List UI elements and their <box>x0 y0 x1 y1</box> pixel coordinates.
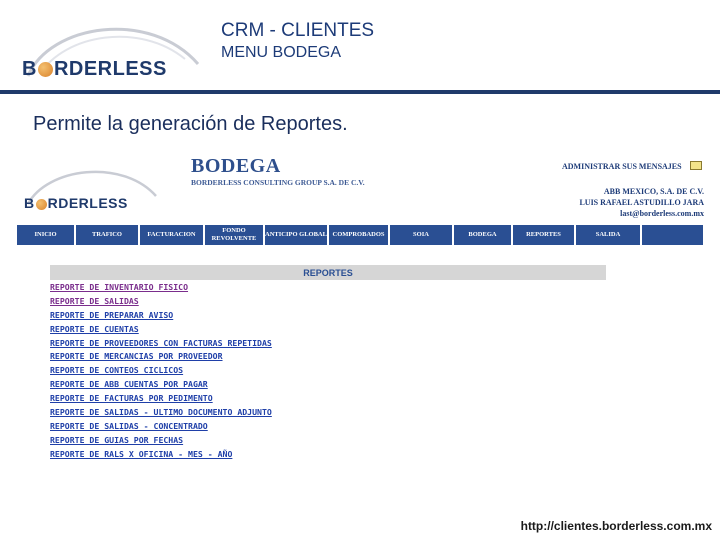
nav-item-facturacion[interactable]: FACTURACION <box>140 225 205 245</box>
nav-item-blank <box>642 225 703 245</box>
report-link-cuentas[interactable]: REPORTE DE CUENTAS <box>50 323 139 334</box>
user-company: ABB MEXICO, S.A. DE C.V. <box>603 187 704 196</box>
report-link-abb-cuentas-por-pagar[interactable]: REPORTE DE ABB CUENTAS POR PAGAR <box>50 379 208 390</box>
app-logo: B RDERLESS <box>24 195 128 211</box>
header-divider <box>0 90 720 94</box>
nav-item-comprobados[interactable]: COMPROBADOS <box>329 225 390 245</box>
logo: B RDERLESS <box>22 58 167 80</box>
nav-item-anticipo-global[interactable]: ANTICIPO GLOBAL <box>265 225 329 245</box>
nav-item-reportes[interactable]: REPORTES <box>513 225 576 245</box>
report-link-mercancias-por-proveedor[interactable]: REPORTE DE MERCANCIAS POR PROVEEDOR <box>50 351 223 362</box>
report-link-inventario-fisico[interactable]: REPORTE DE INVENTARIO FISICO <box>50 282 189 292</box>
report-link-preparar-aviso[interactable]: REPORTE DE PREPARAR AVISO <box>50 309 174 320</box>
footer-url: http://clientes.borderless.com.mx <box>520 519 712 533</box>
slide-subtitle: MENU BODEGA <box>221 44 342 61</box>
nav-item-trafico[interactable]: TRAFICO <box>76 225 140 245</box>
main-nav <box>17 225 703 245</box>
nav-item-salida[interactable]: SALIDA <box>576 225 642 245</box>
reports-header: REPORTES <box>50 265 606 280</box>
nav-item-inicio[interactable]: INICIO <box>17 225 76 245</box>
app-company: BORDERLESS CONSULTING GROUP S.A. DE C.V. <box>191 178 365 187</box>
user-email: last@borderless.com.mx <box>620 209 704 218</box>
reports-list <box>50 281 272 462</box>
app-logo-globe-icon <box>36 199 47 210</box>
report-link-proveedores-facturas-repetidas[interactable]: REPORTE DE PROVEEDORES CON FACTURAS REPETIDAS <box>50 337 272 348</box>
nav-item-soia[interactable]: SOIA <box>390 225 454 245</box>
report-link-salidas[interactable]: REPORTE DE SALIDAS <box>50 295 139 306</box>
slide-title: CRM - CLIENTES <box>221 20 375 41</box>
report-link-salidas-concentrado[interactable]: REPORTE DE SALIDAS - CONCENTRADO <box>50 420 208 431</box>
logo-globe-icon <box>38 62 53 77</box>
report-link-rals-oficina-mes-ano[interactable]: REPORTE DE RALS X OFICINA - MES - AÑO <box>50 448 233 459</box>
report-link-guias-por-fechas[interactable]: REPORTE DE GUIAS POR FECHAS <box>50 434 184 445</box>
report-link-salidas-ultimo-documento[interactable]: REPORTE DE SALIDAS - ULTIMO DOCUMENTO ADJUNTO <box>50 407 272 418</box>
user-name: LUIS RAFAEL ASTUDILLO JARA <box>579 198 704 207</box>
messages-link[interactable]: ADMINISTRAR SUS MENSAJES <box>562 162 682 171</box>
report-link-facturas-por-pedimento[interactable]: REPORTE DE FACTURAS POR PEDIMENTO <box>50 393 213 404</box>
nav-item-fondo-revolvente[interactable]: FONDO REVOLVENTE <box>205 225 265 245</box>
slide-description: Permite la generación de Reportes. <box>33 113 348 135</box>
mail-icon[interactable] <box>690 161 702 170</box>
nav-item-bodega[interactable]: BODEGA <box>454 225 513 245</box>
app-title: BODEGA <box>191 155 281 177</box>
report-link-conteos-ciclicos[interactable]: REPORTE DE CONTEOS CICLICOS <box>50 365 184 376</box>
